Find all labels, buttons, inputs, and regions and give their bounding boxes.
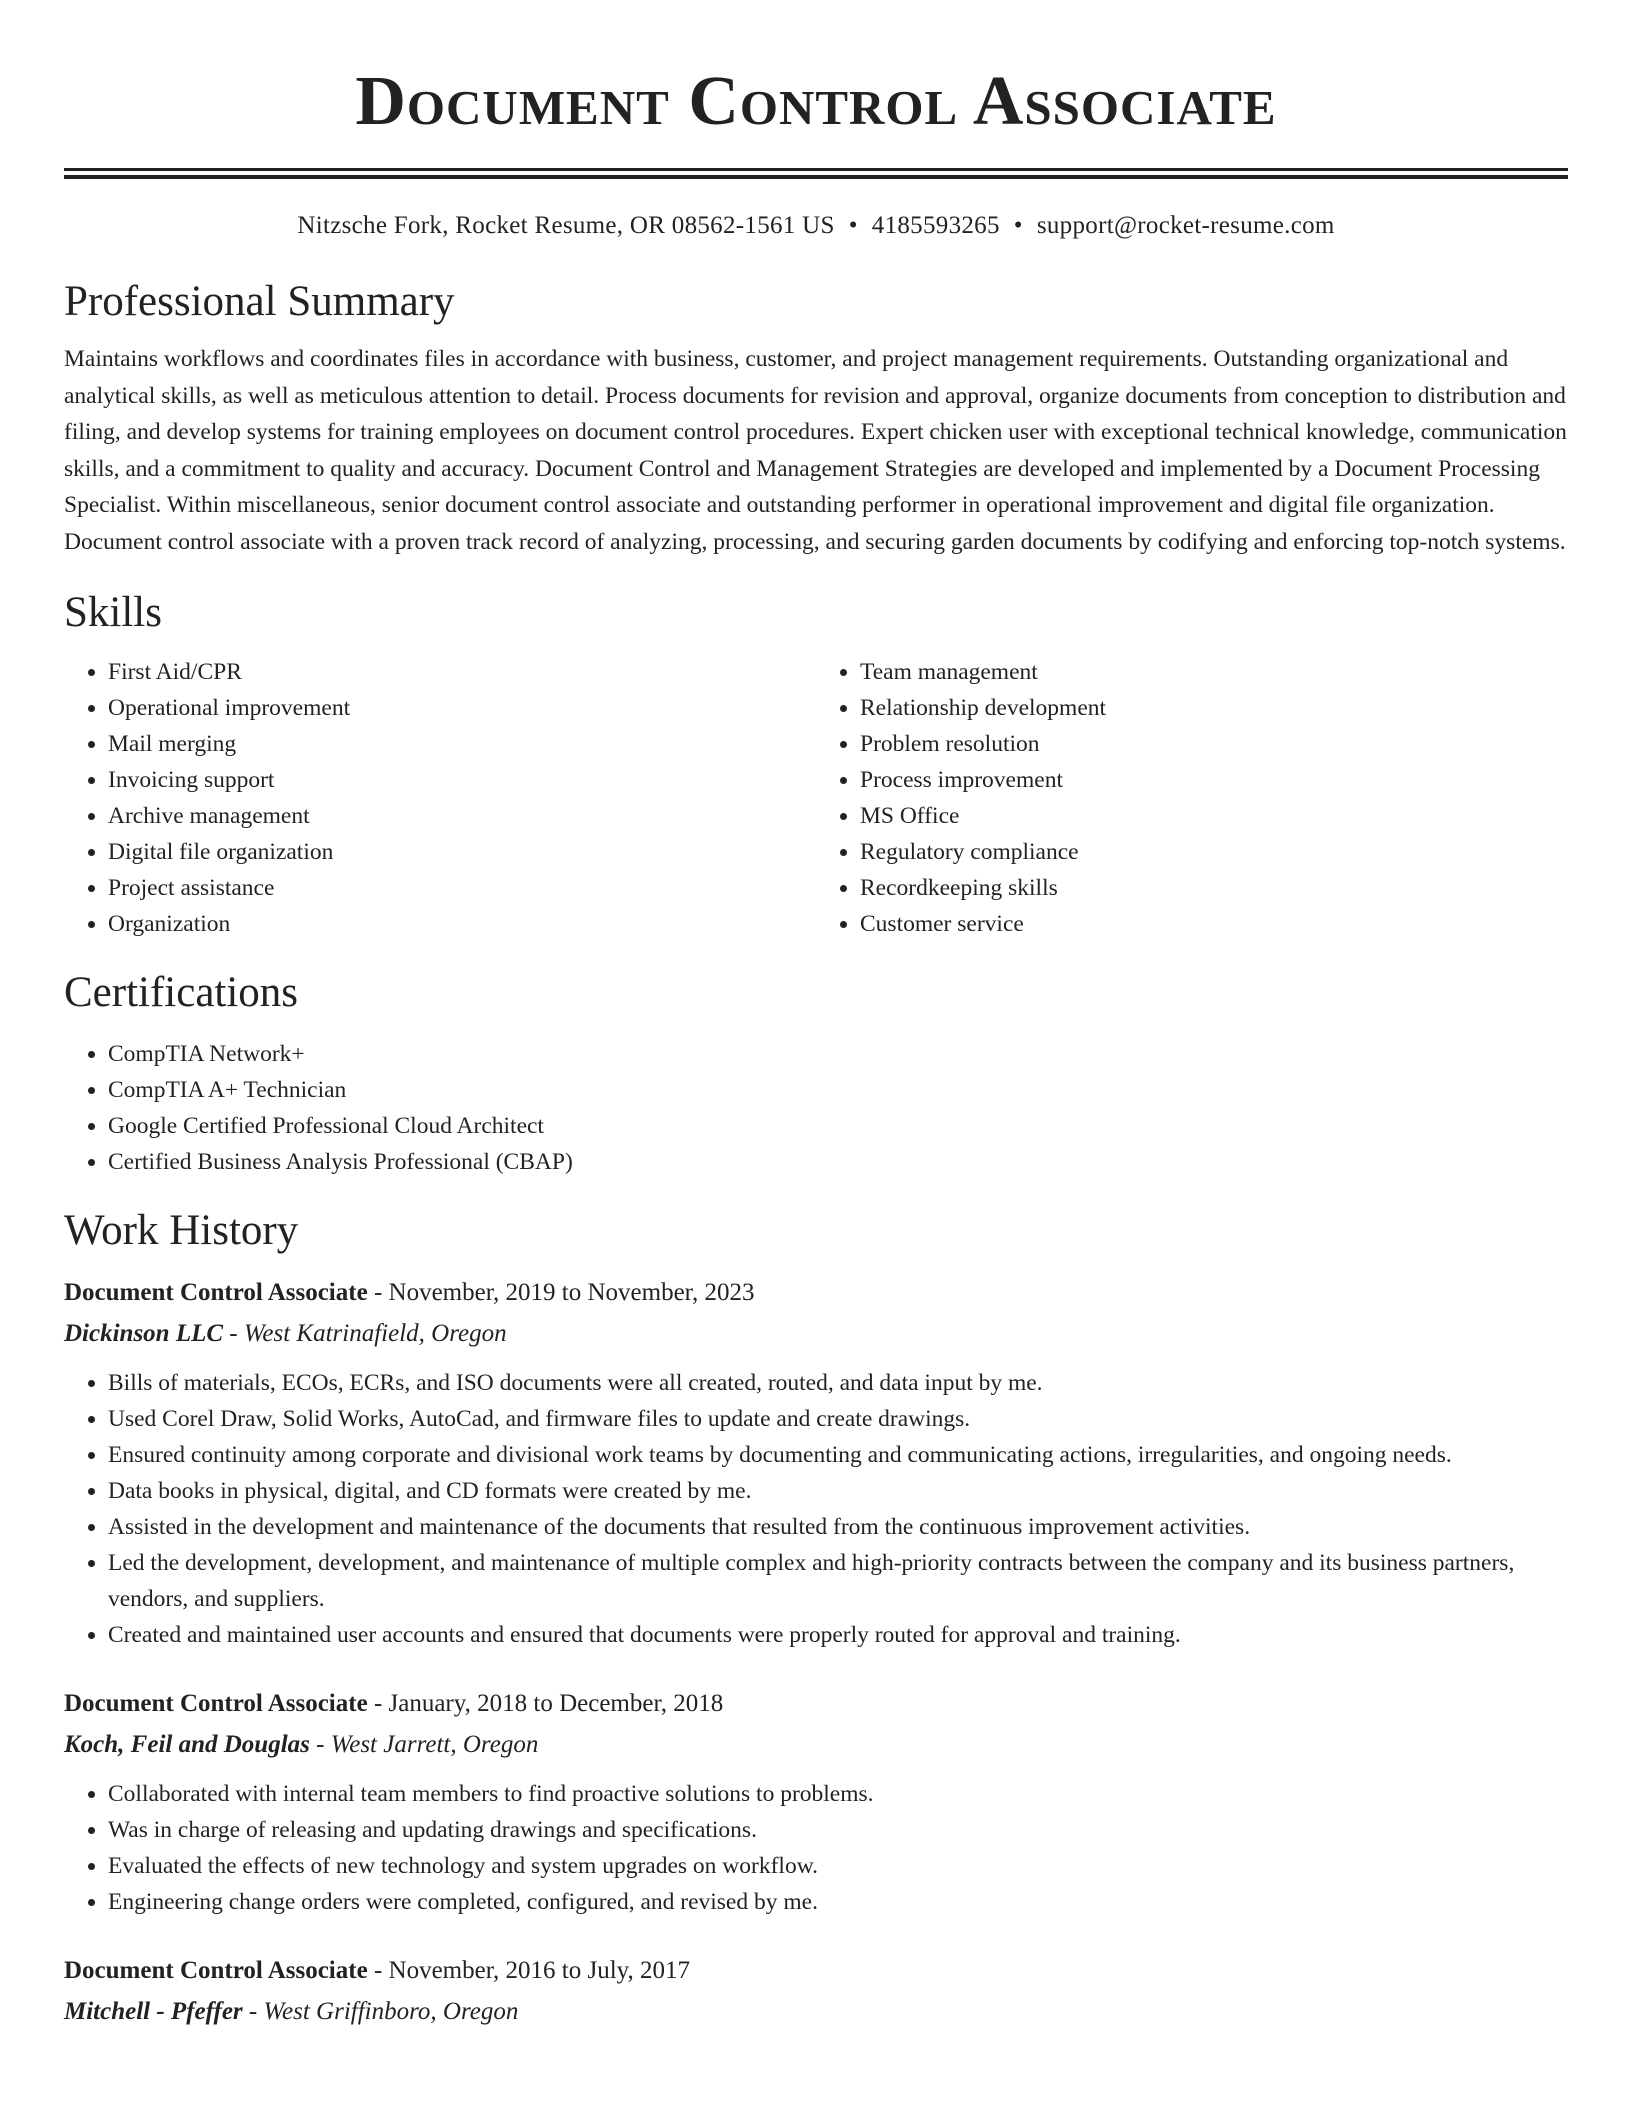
skill-item: • Operational improvement <box>108 690 816 726</box>
job-bullet: • Ensured continuity among corporate and divisional work teams by documenting and communicating actions, irregularities, and ongoing needs. <box>108 1437 1568 1473</box>
skills-columns <box>64 654 1568 942</box>
skill-item: • Regulatory compliance <box>860 834 1568 870</box>
job-heading <box>64 1685 1568 1723</box>
skill-item: • Organization <box>108 906 816 942</box>
skills-heading: Skills <box>64 589 162 636</box>
skill-item: • Customer service <box>860 906 1568 942</box>
skills-list-left <box>64 654 816 942</box>
certification-item: • CompTIA Network+ <box>108 1036 1568 1072</box>
work-history-heading: Work History <box>64 1207 299 1254</box>
job-company: Mitchell - Pfeffer <box>64 1998 243 2025</box>
certifications-list <box>64 1036 1568 1180</box>
job-company-line <box>64 1726 1568 1764</box>
contact-separator: • <box>1013 212 1023 239</box>
title-divider <box>64 168 1568 171</box>
job-company-line <box>64 1993 1568 2031</box>
resume-title: Document Control Associate <box>355 63 1277 140</box>
skill-item: • Team management <box>860 654 1568 690</box>
contact-separator: • <box>848 212 858 239</box>
job-bullet: • Led the development, development, and maintenance of multiple complex and high-priority contracts between the company and its business partners, vendors, and suppliers. <box>108 1545 1568 1617</box>
job-bullet: • Data books in physical, digital, and CD formats were created by me. <box>108 1473 1568 1509</box>
job-title: Document Control Associate <box>64 1957 368 1984</box>
job-dates: - November, 2016 to July, 2017 <box>367 1957 691 1984</box>
job-bullet: • Bills of materials, ECOs, ECRs, and ISO documents were all created, routed, and data input by me. <box>108 1365 1568 1401</box>
skill-item: • Recordkeeping skills <box>860 870 1568 906</box>
job-dates: - November, 2019 to November, 2023 <box>367 1279 755 1306</box>
job-location: - West Jarrett, Oregon <box>309 1731 539 1758</box>
contact-address: Nitzsche Fork, Rocket Resume, OR 08562-1561 US <box>297 212 835 239</box>
job-heading <box>64 1952 1568 1990</box>
job-dates: - January, 2018 to December, 2018 <box>367 1690 724 1717</box>
skills-list-right <box>816 654 1568 942</box>
job-bullets <box>64 1365 1568 1653</box>
job-bullet: • Was in charge of releasing and updating drawings and specifications. <box>108 1812 1568 1848</box>
skill-item: • Project assistance <box>108 870 816 906</box>
job-title: Document Control Associate <box>64 1690 368 1717</box>
skill-item: • Invoicing support <box>108 762 816 798</box>
job-title: Document Control Associate <box>64 1279 368 1306</box>
job-bullet: • Created and maintained user accounts and ensured that documents were properly routed for approval and training. <box>108 1617 1568 1653</box>
skill-item: • Archive management <box>108 798 816 834</box>
contact-line <box>64 209 1568 243</box>
job-location: - West Katrinafield, Oregon <box>223 1320 507 1347</box>
job-bullet: • Assisted in the development and maintenance of the documents that resulted from the continuous improvement activities. <box>108 1509 1568 1545</box>
job-bullet: • Used Corel Draw, Solid Works, AutoCad, and firmware files to update and create drawings. <box>108 1401 1568 1437</box>
skill-item: • Relationship development <box>860 690 1568 726</box>
job-heading <box>64 1274 1568 1312</box>
summary-text: Maintains workflows and coordinates files in accordance with business, customer, and project management requirements. Outstanding organizational and analytical skills, as well as meticulous attention to detail. Process documents for revision and approval, organize documents from conception to distribution and filing, and develop systems for training employees on document control procedures. Expert chicken user with exceptional technical knowledge, communication skills, and a commitment to quality and accuracy. Document Control and Management Strategies are developed and implemented by a Document Processing Specialist. Within miscellaneous, senior document control associate and outstanding performer in operational improvement and digital file organization. Document control associate with a proven track record of analyzing, processing, and securing garden documents by codifying and enforcing top-notch systems. <box>64 346 1567 555</box>
resume-page <box>64 0 1568 2031</box>
job-location: - West Griffinboro, Oregon <box>242 1998 519 2025</box>
job-entry <box>64 1685 1568 1920</box>
skill-item: • Digital file organization <box>108 834 816 870</box>
job-company-line <box>64 1315 1568 1353</box>
job-company: Koch, Feil and Douglas <box>64 1731 310 1758</box>
contact-phone: 4185593265 <box>871 212 1000 239</box>
job-bullet: • Engineering change orders were completed, configured, and revised by me. <box>108 1884 1568 1920</box>
skill-item: • Process improvement <box>860 762 1568 798</box>
contact-email: support@rocket-resume.com <box>1036 212 1335 239</box>
skill-item: • Problem resolution <box>860 726 1568 762</box>
job-entry <box>64 1274 1568 1653</box>
skill-item: • MS Office <box>860 798 1568 834</box>
job-bullet: • Collaborated with internal team members to find proactive solutions to problems. <box>108 1776 1568 1812</box>
certification-item: • CompTIA A+ Technician <box>108 1072 1568 1108</box>
job-company: Dickinson LLC <box>64 1320 224 1347</box>
certification-item: • Google Certified Professional Cloud Architect <box>108 1108 1568 1144</box>
summary-heading: Professional Summary <box>64 278 455 325</box>
skill-item: • First Aid/CPR <box>108 654 816 690</box>
job-entry <box>64 1952 1568 2031</box>
job-bullet: • Evaluated the effects of new technology and system upgrades on workflow. <box>108 1848 1568 1884</box>
job-bullets <box>64 1776 1568 1920</box>
certification-item: • Certified Business Analysis Professional (CBAP) <box>108 1144 1568 1180</box>
skill-item: • Mail merging <box>108 726 816 762</box>
certifications-heading: Certifications <box>64 969 299 1016</box>
